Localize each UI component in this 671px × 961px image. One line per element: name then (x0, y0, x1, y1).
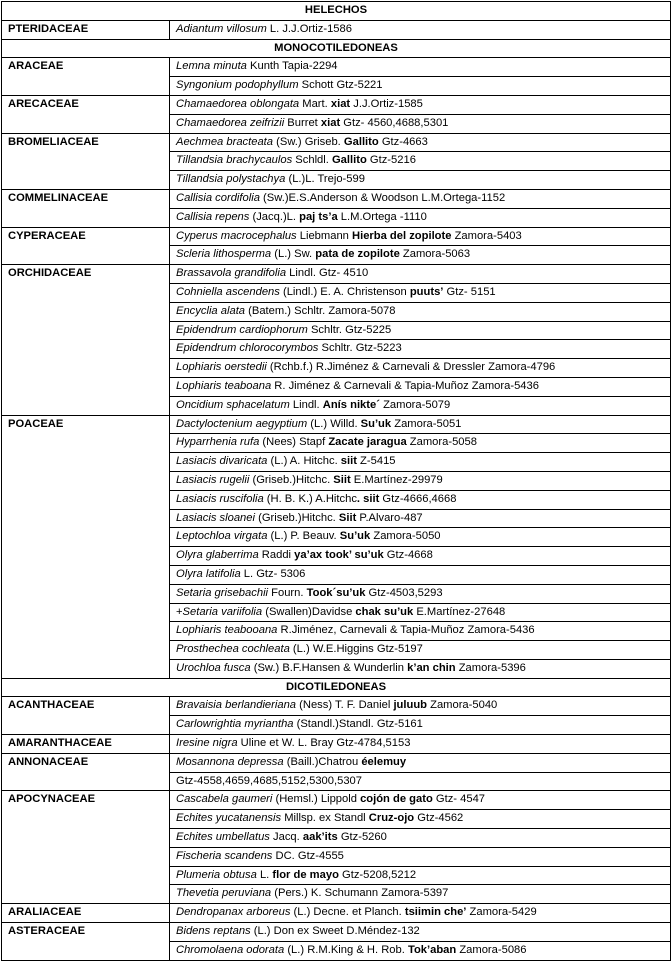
species-text: E.Martínez-29979 (350, 473, 443, 486)
scientific-name: Tillandsia polystachya (176, 173, 286, 186)
species-text: Gtz- 4547 (432, 793, 486, 806)
scientific-name: Lasiacis divaricata (176, 455, 268, 468)
family-name: COMMELINACEAE (2, 189, 170, 227)
table-row (2, 133, 671, 152)
species-entry (170, 847, 671, 866)
scientific-name: Bidens reptans (176, 925, 251, 938)
species-text: Gtz- 5151 (443, 285, 496, 298)
scientific-name: Chromolaena odorata (176, 943, 285, 956)
family-name: PTERIDACEAE (2, 20, 170, 39)
table-row (2, 95, 671, 114)
species-text: Zamora-5403 (451, 229, 522, 242)
species-text: Kunth Tapia-2294 (246, 60, 338, 73)
species-text: Jacq. (269, 831, 303, 844)
species-text: R. Jiménez & Carnevali & Tapia-Muñoz Zamora-5436 (271, 379, 539, 392)
common-name: Siit (338, 511, 357, 524)
species-entry (170, 772, 671, 791)
scientific-name: Cyperus macrocephalus (176, 229, 297, 242)
scientific-name: Echites yucatanensis (176, 812, 282, 825)
common-name: xiat (330, 97, 351, 110)
species-entry (170, 697, 671, 716)
species-text: (Sw.)E.S.Anderson & Woodson L.M.Ortega-1152 (259, 191, 506, 204)
species-table-body (2, 2, 671, 961)
common-name: Cruz-ojo (368, 812, 415, 825)
species-text: Z-5415 (356, 455, 396, 468)
species-text: Gtz-4668 (383, 549, 433, 562)
species-entry (170, 95, 671, 114)
species-text: (Rchb.f.) R.Jiménez & Carnevali & Dressler Zamora-4796 (266, 361, 556, 374)
common-name: siit (340, 455, 357, 468)
family-name: ORCHIDACEAE (2, 265, 170, 415)
species-text: L. J.J.Ortiz-1586 (266, 22, 352, 35)
species-entry (170, 227, 671, 246)
scientific-name: Lophiaris teabooana (176, 624, 278, 637)
species-text: Gtz-4558,4659,4685,5152,5300,5307 (176, 774, 362, 787)
family-name: APOCYNACEAE (2, 791, 170, 904)
scientific-name: Hyparrhenia rufa (176, 436, 260, 449)
species-entry (170, 584, 671, 603)
table-row (2, 923, 671, 942)
species-text: Gtz-4503,5293 (365, 586, 443, 599)
species-entry (170, 923, 671, 942)
species-text: (L.) Don ex Sweet D.Méndez-132 (250, 925, 420, 938)
species-entry (170, 453, 671, 472)
species-text: Fourn. (268, 586, 307, 599)
common-name: k’an chin (407, 661, 456, 674)
species-text: (L.) W.E.Higgins Gtz-5197 (289, 643, 423, 656)
species-entry (170, 941, 671, 960)
scientific-name: Urochloa fusca (176, 661, 251, 674)
scientific-name: Encyclia alata (176, 304, 246, 317)
species-table (1, 1, 671, 961)
species-entry (170, 77, 671, 96)
scientific-name: Plumeria obtusa (176, 868, 257, 881)
species-text: (L.) R.M.King & H. Rob. (284, 943, 408, 956)
scientific-name: Setaria variifolia (182, 605, 263, 618)
common-name: . siit (356, 492, 380, 505)
scientific-name: Cohniella ascendens (176, 285, 280, 298)
species-entry (170, 866, 671, 885)
species-text: Millsp. ex Standl (281, 812, 369, 825)
species-entry (170, 716, 671, 735)
scientific-name: Olyra latifolia (176, 567, 241, 580)
species-text: (Pers.) K. Schumann Zamora-5397 (271, 887, 449, 900)
common-name: éelemuy (361, 755, 407, 768)
species-text: Zamora-5063 (399, 248, 471, 261)
species-text: Zamora-5429 (466, 906, 537, 919)
table-row (2, 904, 671, 923)
section-title: HELECHOS (2, 2, 671, 21)
species-text: (L.) P. Beauv. (267, 530, 340, 543)
species-text: Gtz-5208,5212 (338, 868, 417, 881)
family-name: ASTERACEAE (2, 923, 170, 961)
table-row (2, 189, 671, 208)
species-entry (170, 246, 671, 265)
species-text: Zamora-5051 (391, 417, 462, 430)
species-text: Zamora-5058 (406, 436, 477, 449)
scientific-name: Lemna minuta (176, 60, 247, 73)
species-text: Zamora-5040 (427, 699, 498, 712)
species-text: Uline et W. L. Bray Gtz-4784,5153 (237, 737, 411, 750)
family-name: ARALIACEAE (2, 904, 170, 923)
scientific-name: Oncidium sphacelatum (176, 398, 290, 411)
species-text: Gtz-5260 (337, 831, 387, 844)
common-name: Took´su’uk (306, 586, 366, 599)
species-text: (L.) Willd. (307, 417, 361, 430)
species-text: (Hemsl.) Lippold (272, 793, 361, 806)
species-text: (Baill.)Chatrou (283, 755, 362, 768)
species-entry (170, 359, 671, 378)
species-entry (170, 471, 671, 490)
species-text: Zamora-5086 (456, 943, 527, 956)
scientific-name: Lasiacis ruscifolia (176, 492, 264, 505)
scientific-name: Fischeria scandens (176, 849, 273, 862)
species-entry (170, 547, 671, 566)
species-entry (170, 528, 671, 547)
scientific-name: Thevetia peruviana (176, 887, 272, 900)
common-name: Hierba del zopilote (352, 229, 452, 242)
species-text: Raddi (258, 549, 295, 562)
species-text: L. (256, 868, 273, 881)
species-text: (Batem.) Schltr. Zamora-5078 (245, 304, 396, 317)
species-entry (170, 565, 671, 584)
common-name: Zacate jaragua (328, 436, 407, 449)
species-text: Lindl. Gtz- 4510 (286, 267, 369, 280)
species-entry (170, 340, 671, 359)
scientific-name: Lophiaris oerstedii (176, 361, 267, 374)
common-name: Siit (333, 473, 351, 486)
species-entry (170, 377, 671, 396)
scientific-name: Prosthechea cochleata (176, 643, 290, 656)
species-entry (170, 659, 671, 678)
species-entry (170, 735, 671, 754)
species-entry (170, 415, 671, 434)
species-text: Zamora-5396 (455, 661, 526, 674)
species-text: (L.) Decne. et Planch. (290, 906, 405, 919)
scientific-name: Iresine nigra (176, 737, 238, 750)
scientific-name: Scleria lithosperma (176, 248, 272, 261)
species-entry (170, 904, 671, 923)
species-entry (170, 641, 671, 660)
family-name: AMARANTHACEAE (2, 735, 170, 754)
scientific-name: Epidendrum chlorocorymbos (176, 342, 319, 355)
species-entry (170, 396, 671, 415)
species-entry (170, 753, 671, 772)
species-entry (170, 265, 671, 284)
scientific-name: Lasiacis sloanei (176, 511, 255, 524)
species-text: Gtz-4663 (378, 135, 428, 148)
species-text: (L.) A. Hitchc. (267, 455, 341, 468)
species-text: (Jacq.)L. (249, 210, 300, 223)
species-entry (170, 509, 671, 528)
species-text: Liebmann (296, 229, 352, 242)
species-text: (Sw.) B.F.Hansen & Wunderlin (250, 661, 408, 674)
species-text: Schltr. Gtz-5223 (318, 342, 402, 355)
species-text: (Ness) T. F. Daniel (296, 699, 394, 712)
species-entry (170, 283, 671, 302)
section-row (2, 678, 671, 697)
species-text: (Griseb.)Hitchc. (254, 511, 339, 524)
species-entry (170, 622, 671, 641)
species-entry (170, 791, 671, 810)
species-text: Burret (284, 116, 321, 129)
species-entry (170, 208, 671, 227)
table-row (2, 735, 671, 754)
scientific-name: Carlowrightia myriantha (176, 718, 294, 731)
scientific-name: Epidendrum cardiophorum (176, 323, 308, 336)
species-entry (170, 321, 671, 340)
scientific-name: Bravaisia berlandieriana (176, 699, 297, 712)
family-name: ANNONACEAE (2, 753, 170, 791)
scientific-name: Dendropanax arboreus (176, 906, 291, 919)
species-text: (Swallen)Davidse (262, 605, 356, 618)
common-name: Su’uk (339, 530, 371, 543)
species-text: (L.) Sw. (271, 248, 316, 261)
common-name: Gallito (343, 135, 379, 148)
common-name: ya’ax took’ su’uk (294, 549, 384, 562)
common-name: flor de mayo (272, 868, 339, 881)
species-text: Gtz-4562 (414, 812, 464, 825)
family-name: CYPERACEAE (2, 227, 170, 265)
table-row (2, 791, 671, 810)
scientific-name: Lasiacis rugelii (176, 473, 250, 486)
common-name: aak’its (302, 831, 338, 844)
species-text: Gtz-5216 (366, 154, 416, 167)
family-name: BROMELIACEAE (2, 133, 170, 189)
species-text: R.Jiménez, Carnevali & Tapia-Muñoz Zamora-5436 (277, 624, 535, 637)
species-text: Lindl. (289, 398, 323, 411)
species-text: Schltr. Gtz-5225 (307, 323, 392, 336)
scientific-name: Callisia repens (176, 210, 250, 223)
species-text: DC. Gtz-4555 (272, 849, 344, 862)
section-row (2, 2, 671, 21)
common-name: Tok’aban (407, 943, 457, 956)
species-text: Schott Gtz-5221 (298, 79, 383, 92)
scientific-name: Brassavola grandifolia (176, 267, 287, 280)
scientific-name: Olyra glaberrima (176, 549, 259, 562)
species-text: L.M.Ortega -1110 (337, 210, 427, 223)
scientific-name: Adiantum villosum (176, 22, 267, 35)
section-title: DICOTILEDONEAS (2, 678, 671, 697)
species-entry (170, 829, 671, 848)
scientific-name: Setaria grisebachii (176, 586, 269, 599)
section-title: MONOCOTILEDONEAS (2, 39, 671, 58)
family-name: ARECACEAE (2, 95, 170, 133)
species-text: (Nees) Stapf (259, 436, 329, 449)
table-row (2, 20, 671, 39)
common-name: Anís nikte´ (322, 398, 380, 411)
family-name: ACANTHACEAE (2, 697, 170, 735)
scientific-name: Syngonium podophyllum (176, 79, 299, 92)
species-entry (170, 810, 671, 829)
table-row (2, 265, 671, 284)
species-entry (170, 603, 671, 622)
common-name: paj ts’a (299, 210, 338, 223)
common-name: pata de zopilote (315, 248, 400, 261)
species-text: (Sw.) Griseb. (273, 135, 344, 148)
species-entry (170, 20, 671, 39)
common-name: cojón de gato (360, 793, 433, 806)
species-text: Gtz-4666,4668 (379, 492, 457, 505)
species-text: (H. B. K.) A.Hitchc (263, 492, 357, 505)
section-row (2, 39, 671, 58)
species-entry (170, 189, 671, 208)
scientific-name: Chamaedorea zeifrizii (176, 116, 285, 129)
common-name: juluub (393, 699, 427, 712)
species-text: Gtz- 4560,4688,5301 (340, 116, 449, 129)
common-name: tsiimin che’ (404, 906, 467, 919)
species-entry (170, 171, 671, 190)
species-text: P.Alvaro-487 (356, 511, 423, 524)
scientific-name: Cascabela gaumeri (176, 793, 273, 806)
species-entry (170, 152, 671, 171)
species-entry (170, 133, 671, 152)
species-text: Zamora-5079 (379, 398, 451, 411)
species-text: + (176, 605, 183, 618)
species-text: (Lindl.) E. A. Christenson (279, 285, 410, 298)
species-entry (170, 490, 671, 509)
scientific-name: Leptochloa virgata (176, 530, 268, 543)
species-text: L. Gtz- 5306 (240, 567, 306, 580)
table-row (2, 415, 671, 434)
family-name: ARACEAE (2, 58, 170, 96)
table-row (2, 227, 671, 246)
scientific-name: Mosannona depressa (176, 755, 284, 768)
species-text: (Griseb.)Hitchc. (249, 473, 334, 486)
scientific-name: Lophiaris teaboana (176, 379, 272, 392)
table-row (2, 753, 671, 772)
common-name: xiat (320, 116, 341, 129)
species-entry (170, 434, 671, 453)
scientific-name: Chamaedorea oblongata (176, 97, 300, 110)
scientific-name: Aechmea bracteata (176, 135, 274, 148)
species-text: (Standl.)Standl. Gtz-5161 (293, 718, 423, 731)
species-text: (L.)L. Trejo-599 (285, 173, 365, 186)
species-entry (170, 885, 671, 904)
scientific-name: Echites umbellatus (176, 831, 270, 844)
family-name: POACEAE (2, 415, 170, 678)
species-text: Schldl. (292, 154, 332, 167)
common-name: chak su’uk (355, 605, 414, 618)
scientific-name: Callisia cordifolia (176, 191, 260, 204)
species-entry (170, 114, 671, 133)
species-text: Mart. (299, 97, 331, 110)
scientific-name: Tillandsia brachycaulos (176, 154, 293, 167)
species-entry (170, 58, 671, 77)
common-name: puuts’ (409, 285, 444, 298)
common-name: Gallito (331, 154, 367, 167)
scientific-name: Dactyloctenium aegyptium (176, 417, 308, 430)
table-row (2, 58, 671, 77)
species-entry (170, 302, 671, 321)
species-text: Zamora-5050 (370, 530, 441, 543)
species-text: J.J.Ortiz-1585 (350, 97, 423, 110)
table-row (2, 697, 671, 716)
species-text: E.Martínez-27648 (413, 605, 506, 618)
common-name: Su’uk (360, 417, 392, 430)
